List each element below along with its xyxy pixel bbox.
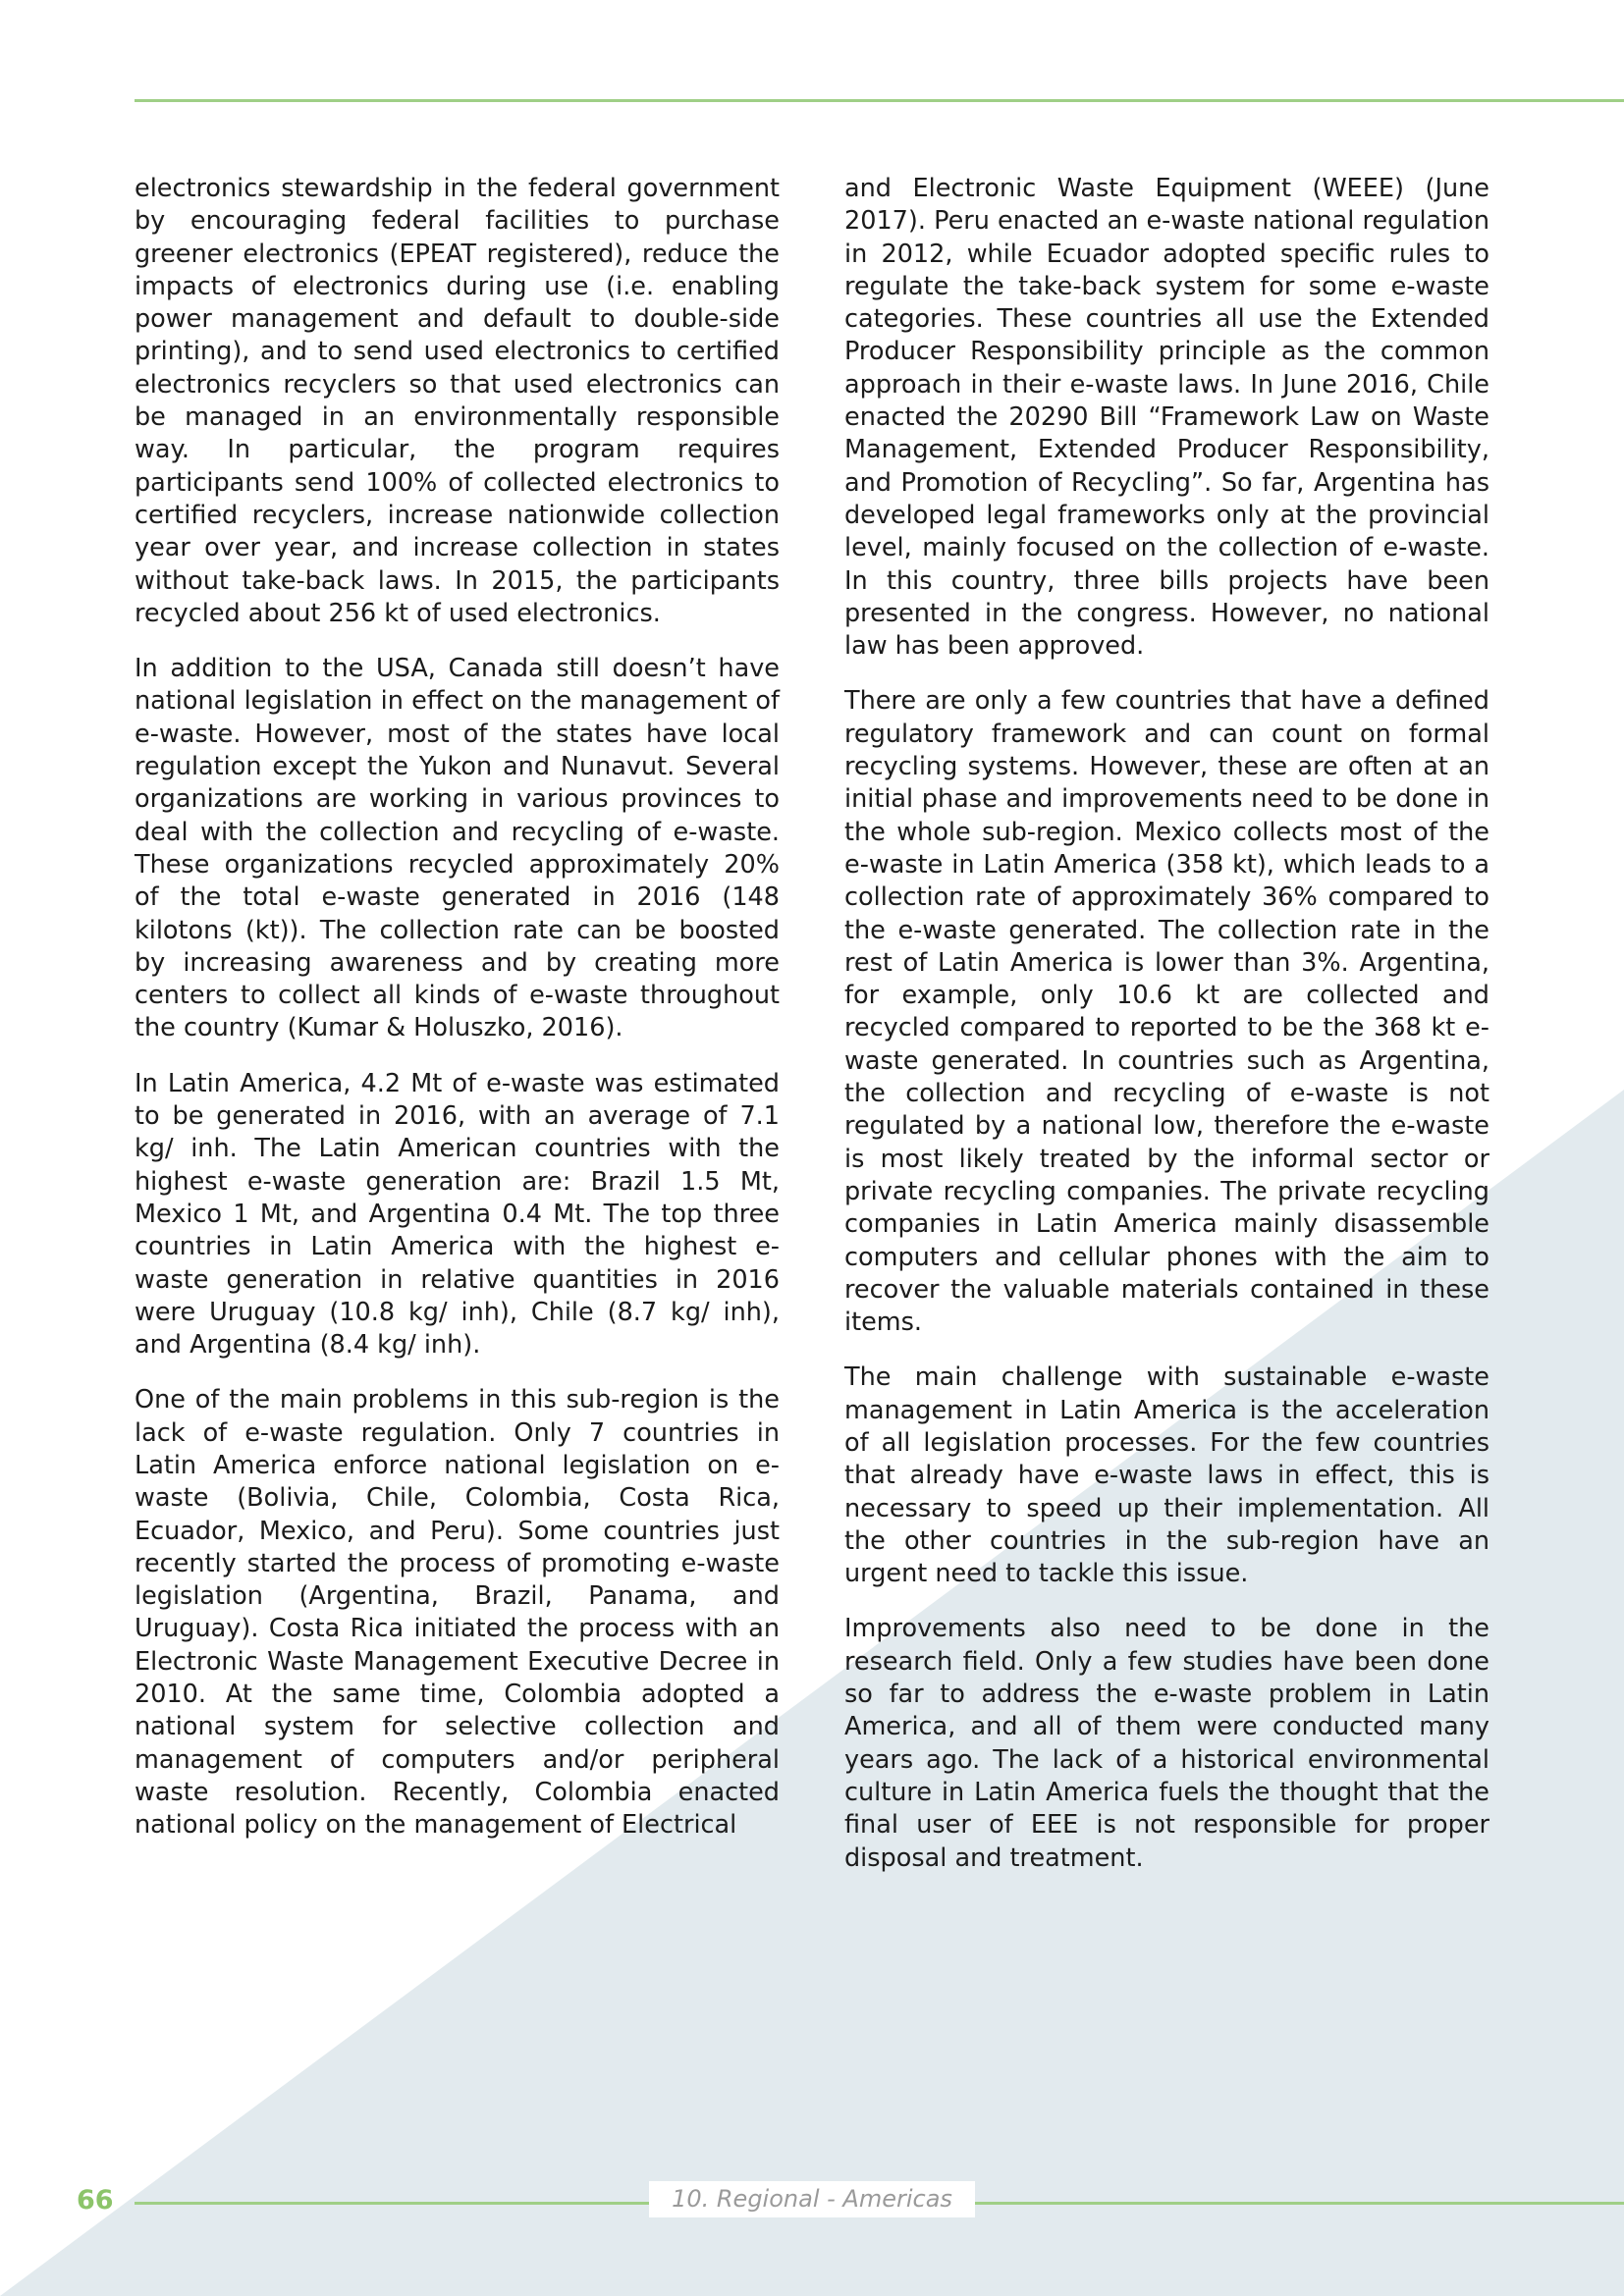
- header-rule: [135, 99, 1624, 102]
- paragraph: In Latin America, 4.2 Mt of e-waste was estimated to be generated in 2016, with an average of 7.1 kg/ inh. The Latin American countries with the highest e-waste generation are: Brazil 1.5 Mt, Mexico 1 Mt, and Argentina 0.4 Mt. The top three countries in Latin America with the highest e-waste generation in relative quantities in 2016 were Uruguay (10.8 kg/ inh), Chile (8.7 kg/ inh), and Argentina (8.4 kg/ inh).: [135, 1068, 780, 1361]
- paragraph: and Electronic Waste Equipment (WEEE) (June 2017). Peru enacted an e-waste national regulation in 2012, while Ecuador adopted specific rules to regulate the take-back system for some e-waste categories. These countries all use the Extended Producer Responsibility principle as the common approach in their e-waste laws. In June 2016, Chile enacted the 20290 Bill “Framework Law on Waste Management, Extended Producer Responsibility, and Promotion of Recycling”. So far, Argentina has developed legal frameworks only at the provincial level, mainly focused on the collection of e-waste. In this country, three bills projects have been presented in the congress. However, no national law has been approved.: [844, 174, 1489, 662]
- footer-rule-left: [135, 2202, 649, 2205]
- page-number: 66: [77, 2185, 114, 2216]
- right-text-column: [844, 173, 1489, 1897]
- paragraph: There are only a few countries that have a defined regulatory framework and can count on formal recycling systems. However, these are often at an initial phase and improvements need to be done in the whole sub-region. Mexico collects most of the e-waste in Latin America (358 kt), which leads to a collection rate of approximately 36% compared to the e-waste generated. The collection rate in the rest of Latin America is lower than 3%. Argentina, for example, only 10.6 kt are collected and recycled compared to reported to be the 368 kt e-waste generated. In countries such as Argentina, the collection and recycling of e-waste is not regulated by a national low, therefore the e-waste is most likely treated by the informal sector or private recycling companies. The private recycling companies in Latin America mainly disassemble computers and cellular phones with the aim to recover the valuable materials contained in these items.: [844, 686, 1489, 1338]
- paragraph: The main challenge with sustainable e-waste management in Latin America is the acceleration of all legislation processes. For the few countries that already have e-waste laws in effect, this is necessary to speed up their implementation. All the other countries in the sub-region have an urgent need to tackle this issue.: [844, 1362, 1489, 1589]
- paragraph: Improvements also need to be done in the research field. Only a few studies have been done so far to address the e-waste problem in Latin America, and all of them were conducted many years ago. The lack of a historical environmental culture in Latin America fuels the thought that the final user of EEE is not responsible for proper disposal and treatment.: [844, 1614, 1489, 1873]
- paragraph: In addition to the USA, Canada still doesn’t have national legislation in effect on the management of e-waste. However, most of the states have local regulation except the Yukon and Nunavut. Several organizations are working in various provinces to deal with the collection and recycling of e-waste. These organizations recycled approximately 20% of the total e-waste generated in 2016 (148 kilotons (kt)). The collection rate can be boosted by increasing awareness and by creating more centers to collect all kinds of e-waste throughout the country (Kumar & Holuszko, 2016).: [135, 654, 780, 1043]
- footer-section-label: 10. Regional - Americas: [649, 2181, 975, 2217]
- left-text-column: [135, 173, 780, 1865]
- paragraph: electronics stewardship in the federal government by encouraging federal facilities to purchase greener electronics (EPEAT registered), reduce the impacts of electronics during use (i.e. enabling power management and default to double-side printing), and to send used electronics to certified electronics recyclers so that used electronics can be managed in an environmentally responsible way. In particular, the program requires participants send 100% of collected electronics to certified recyclers, increase nationwide collection year over year, and increase collection in states without take-back laws. In 2015, the participants recycled about 256 kt of used electronics.: [135, 174, 780, 628]
- footer-rule-right: [975, 2202, 1624, 2205]
- paragraph: One of the main problems in this sub-region is the lack of e-waste regulation. Only 7 countries in Latin America enforce national legislation on e-waste (Bolivia, Chile, Colombia, Costa Rica, Ecuador, Mexico, and Peru). Some countries just recently started the process of promoting e-waste legislation (Argentina, Brazil, Panama, and Uruguay). Costa Rica initiated the process with an Electronic Waste Management Executive Decree in 2010. At the same time, Colombia adopted a national system for selective collection and management of computers and/or peripheral waste resolution. Recently, Colombia enacted national policy on the management of Electrical: [135, 1385, 780, 1841]
